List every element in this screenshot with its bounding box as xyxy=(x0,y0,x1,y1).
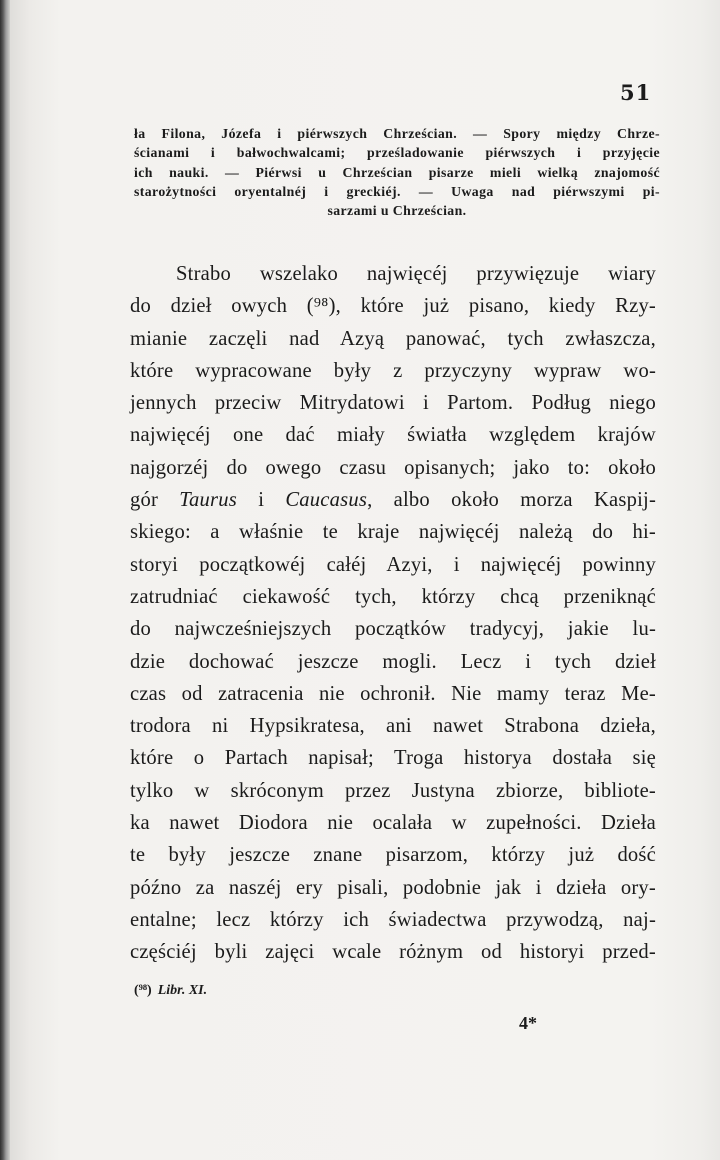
footnote-reference: (⁹⁸) xyxy=(134,983,152,998)
body-line: najgorzéj do owego czasu opisanych; jako to: około xyxy=(130,456,656,479)
page-binding-edge xyxy=(0,0,10,1160)
body-line: te były jeszcze znane pisarzom, którzy już dość xyxy=(130,844,656,867)
body-line: późno za naszéj ery pisali, podobnie jak i dzieła ory- xyxy=(130,876,656,899)
body-line: skiego: a właśnie te kraje najwięcéj należą do hi- xyxy=(130,521,656,544)
body-line: do dzieł owych (⁹⁸), które już pisano, kiedy Rzy- xyxy=(130,295,656,318)
body-line: które wypracowane były z przyczyny wypraw wo- xyxy=(130,359,656,382)
body-paragraph xyxy=(130,258,656,969)
body-line: entalne; lecz którzy ich świadectwa przywodzą, naj- xyxy=(130,908,656,931)
body-line: częściéj byli zajęci wcale różnym od historyi przed- xyxy=(130,941,656,964)
footnote xyxy=(134,983,207,999)
body-line: trodora ni Hypsikratesa, ani nawet Strabona dzieła, xyxy=(130,715,656,738)
summary-line: ła Filona, Józefa i piérwszych Chrześcian. — Spory między Chrze- xyxy=(134,126,660,141)
body-line: jennych przeciw Mitrydatowi i Partom. Podług niego xyxy=(130,392,656,415)
body-line: czas od zatracenia nie ochronił. Nie mamy teraz Me- xyxy=(130,682,656,705)
body-line: gór Taurus i Caucasus, albo około morza Kaspij- xyxy=(130,489,656,512)
body-line: storyi początkowéj całéj Azyi, i najwięcéj powinny xyxy=(130,553,656,576)
body-line: mianie zaczęli nad Azyą panować, tych zwłaszcza, xyxy=(130,327,656,350)
body-line: Strabo wszelako najwięcéj przywięzuje wiary xyxy=(176,263,656,285)
body-line: dzie dochować jeszcze mogli. Lecz i tych dzieł xyxy=(130,650,656,673)
chapter-summary xyxy=(134,124,660,220)
summary-line: sarzami u Chrześcian. xyxy=(327,203,467,219)
body-line: które o Partach napisał; Troga historya dostała się xyxy=(130,747,656,770)
signature-mark: 4* xyxy=(519,1013,537,1033)
page-number: 51 xyxy=(620,80,652,105)
italic-term: Caucasus xyxy=(285,489,368,512)
body-line: ka nawet Diodora nie ocalała w zupełności. Dzieła xyxy=(130,812,656,835)
footnote-source: Libr. XI. xyxy=(157,983,208,998)
summary-line: ich nauki. — Piérwsi u Chrześcian pisarze mieli wielką znajomość xyxy=(134,164,660,180)
body-line: zatrudniać ciekawość tych, którzy chcą przeniknąć xyxy=(130,585,656,608)
summary-line: ścianami i bałwochwalcami; prześladowanie piérwszych i przyjęcie xyxy=(134,145,660,161)
summary-line: starożytności oryentalnéj i greckiéj. — Uwaga nad piérwszymi pi- xyxy=(134,183,660,199)
italic-term: Taurus xyxy=(179,489,237,512)
body-line: do najwcześniejszych początków tradycyj, jakie lu- xyxy=(130,618,656,641)
body-line: najwięcéj one dać miały światła względem krajów xyxy=(130,424,656,447)
body-line: tylko w skróconym przez Justyna zbiorze, bibliote- xyxy=(130,779,656,802)
